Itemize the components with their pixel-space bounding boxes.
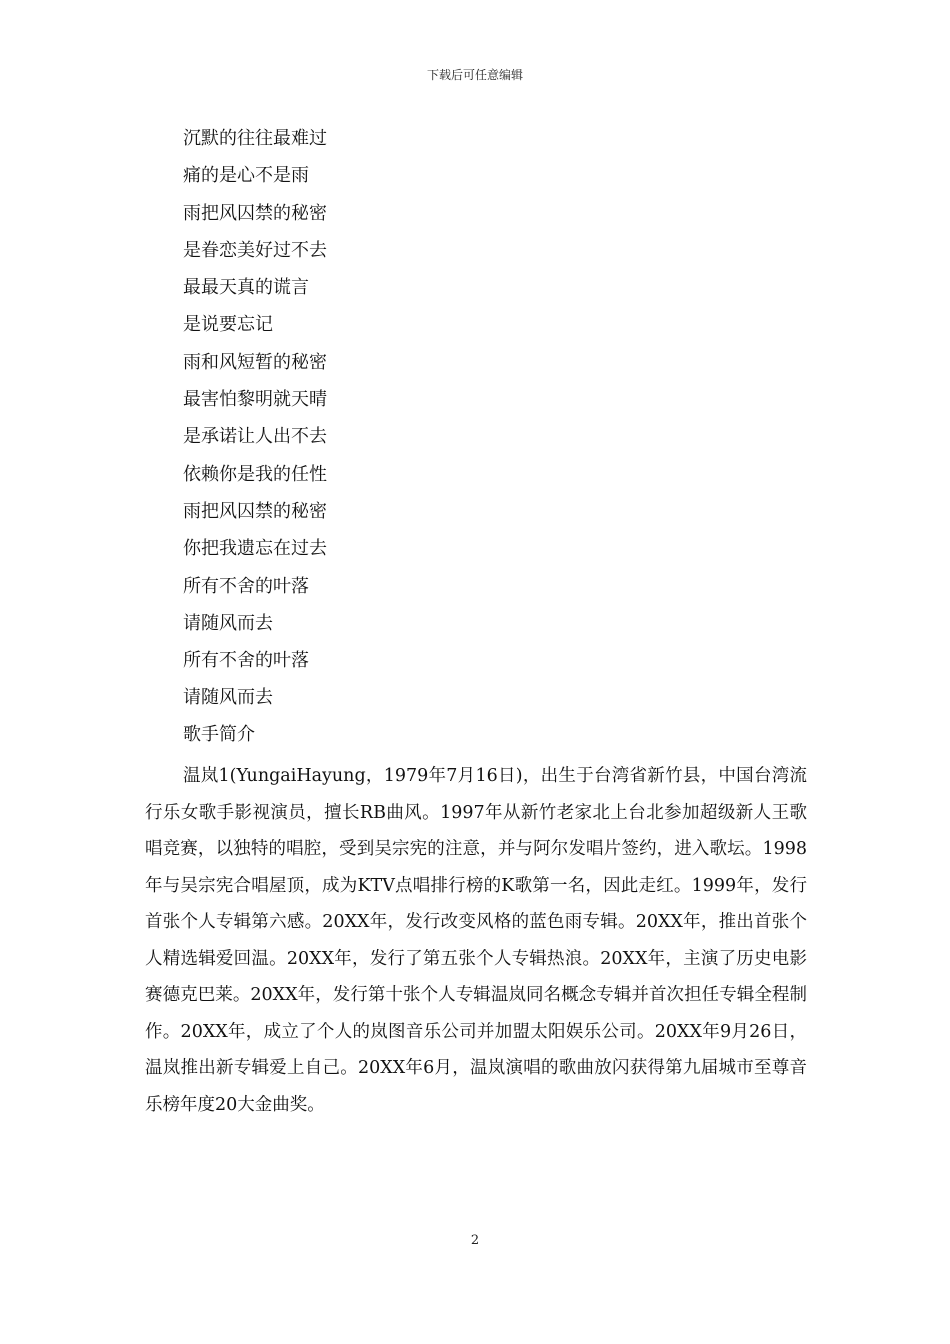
lyric-line: 雨把风囚禁的秘密 xyxy=(183,202,327,224)
lyric-line: 你把我遗忘在过去 xyxy=(183,538,327,560)
lyric-line: 所有不舍的叶落 xyxy=(183,575,309,597)
lyric-line: 是说要忘记 xyxy=(183,314,273,336)
lyric-line: 雨和风短暂的秘密 xyxy=(183,351,327,373)
lyrics-list xyxy=(183,122,327,719)
lyric-line: 最害怕黎明就天晴 xyxy=(183,389,327,411)
bio-paragraph: 温岚1(YungaiHayung，1979年7月16日)，出生于台湾省新竹县，中国台湾流行乐女歌手影视演员，擅长RB曲风。1997年从新竹老家北上台北参加超级新人王歌唱竞赛，以独特的唱腔，受到吴宗宪的注意，并与阿尔发唱片签约，进入歌坛。1998年与吴宗宪合唱屋顶，成为KTV点唱排行榜的K歌第一名，因此走红。1999年，发行首张个人专辑第六感。20XX年，发行改变风格的蓝色雨专辑。20XX年，推出首张个人精选辑爱回温。20XX年，发行了第五张个人专辑热浪。20XX年，主演了历史电影赛德克巴莱。20XX年，发行第十张个人专辑温岚同名概念专辑并首次担任专辑全程制作。20XX年，成立了个人的岚图音乐公司并加盟太阳娱乐公司。20XX年9月26日，温岚推出新专辑爱上自己。20XX年6月，温岚演唱的歌曲放闪获得第九届城市至尊音乐榜年度20大金曲奖。 xyxy=(145,766,807,1115)
section-heading: 歌手简介 xyxy=(183,724,255,745)
lyric-line: 依赖你是我的任性 xyxy=(183,463,327,485)
lyric-line: 沉默的往往最难过 xyxy=(183,128,327,149)
lyric-line: 是承诺让人出不去 xyxy=(183,426,327,448)
lyric-line: 请随风而去 xyxy=(183,612,273,634)
page-number: 2 xyxy=(470,1233,480,1248)
lyric-line: 所有不舍的叶落 xyxy=(183,650,309,672)
lyric-line: 雨把风囚禁的秘密 xyxy=(183,500,327,522)
lyric-line: 是眷恋美好过不去 xyxy=(183,239,327,261)
lyric-line: 请随风而去 xyxy=(183,687,273,709)
page-header: 下载后可任意编辑 xyxy=(426,68,523,82)
lyric-line: 痛的是心不是雨 xyxy=(183,165,309,187)
lyric-line: 最最天真的谎言 xyxy=(183,277,309,299)
